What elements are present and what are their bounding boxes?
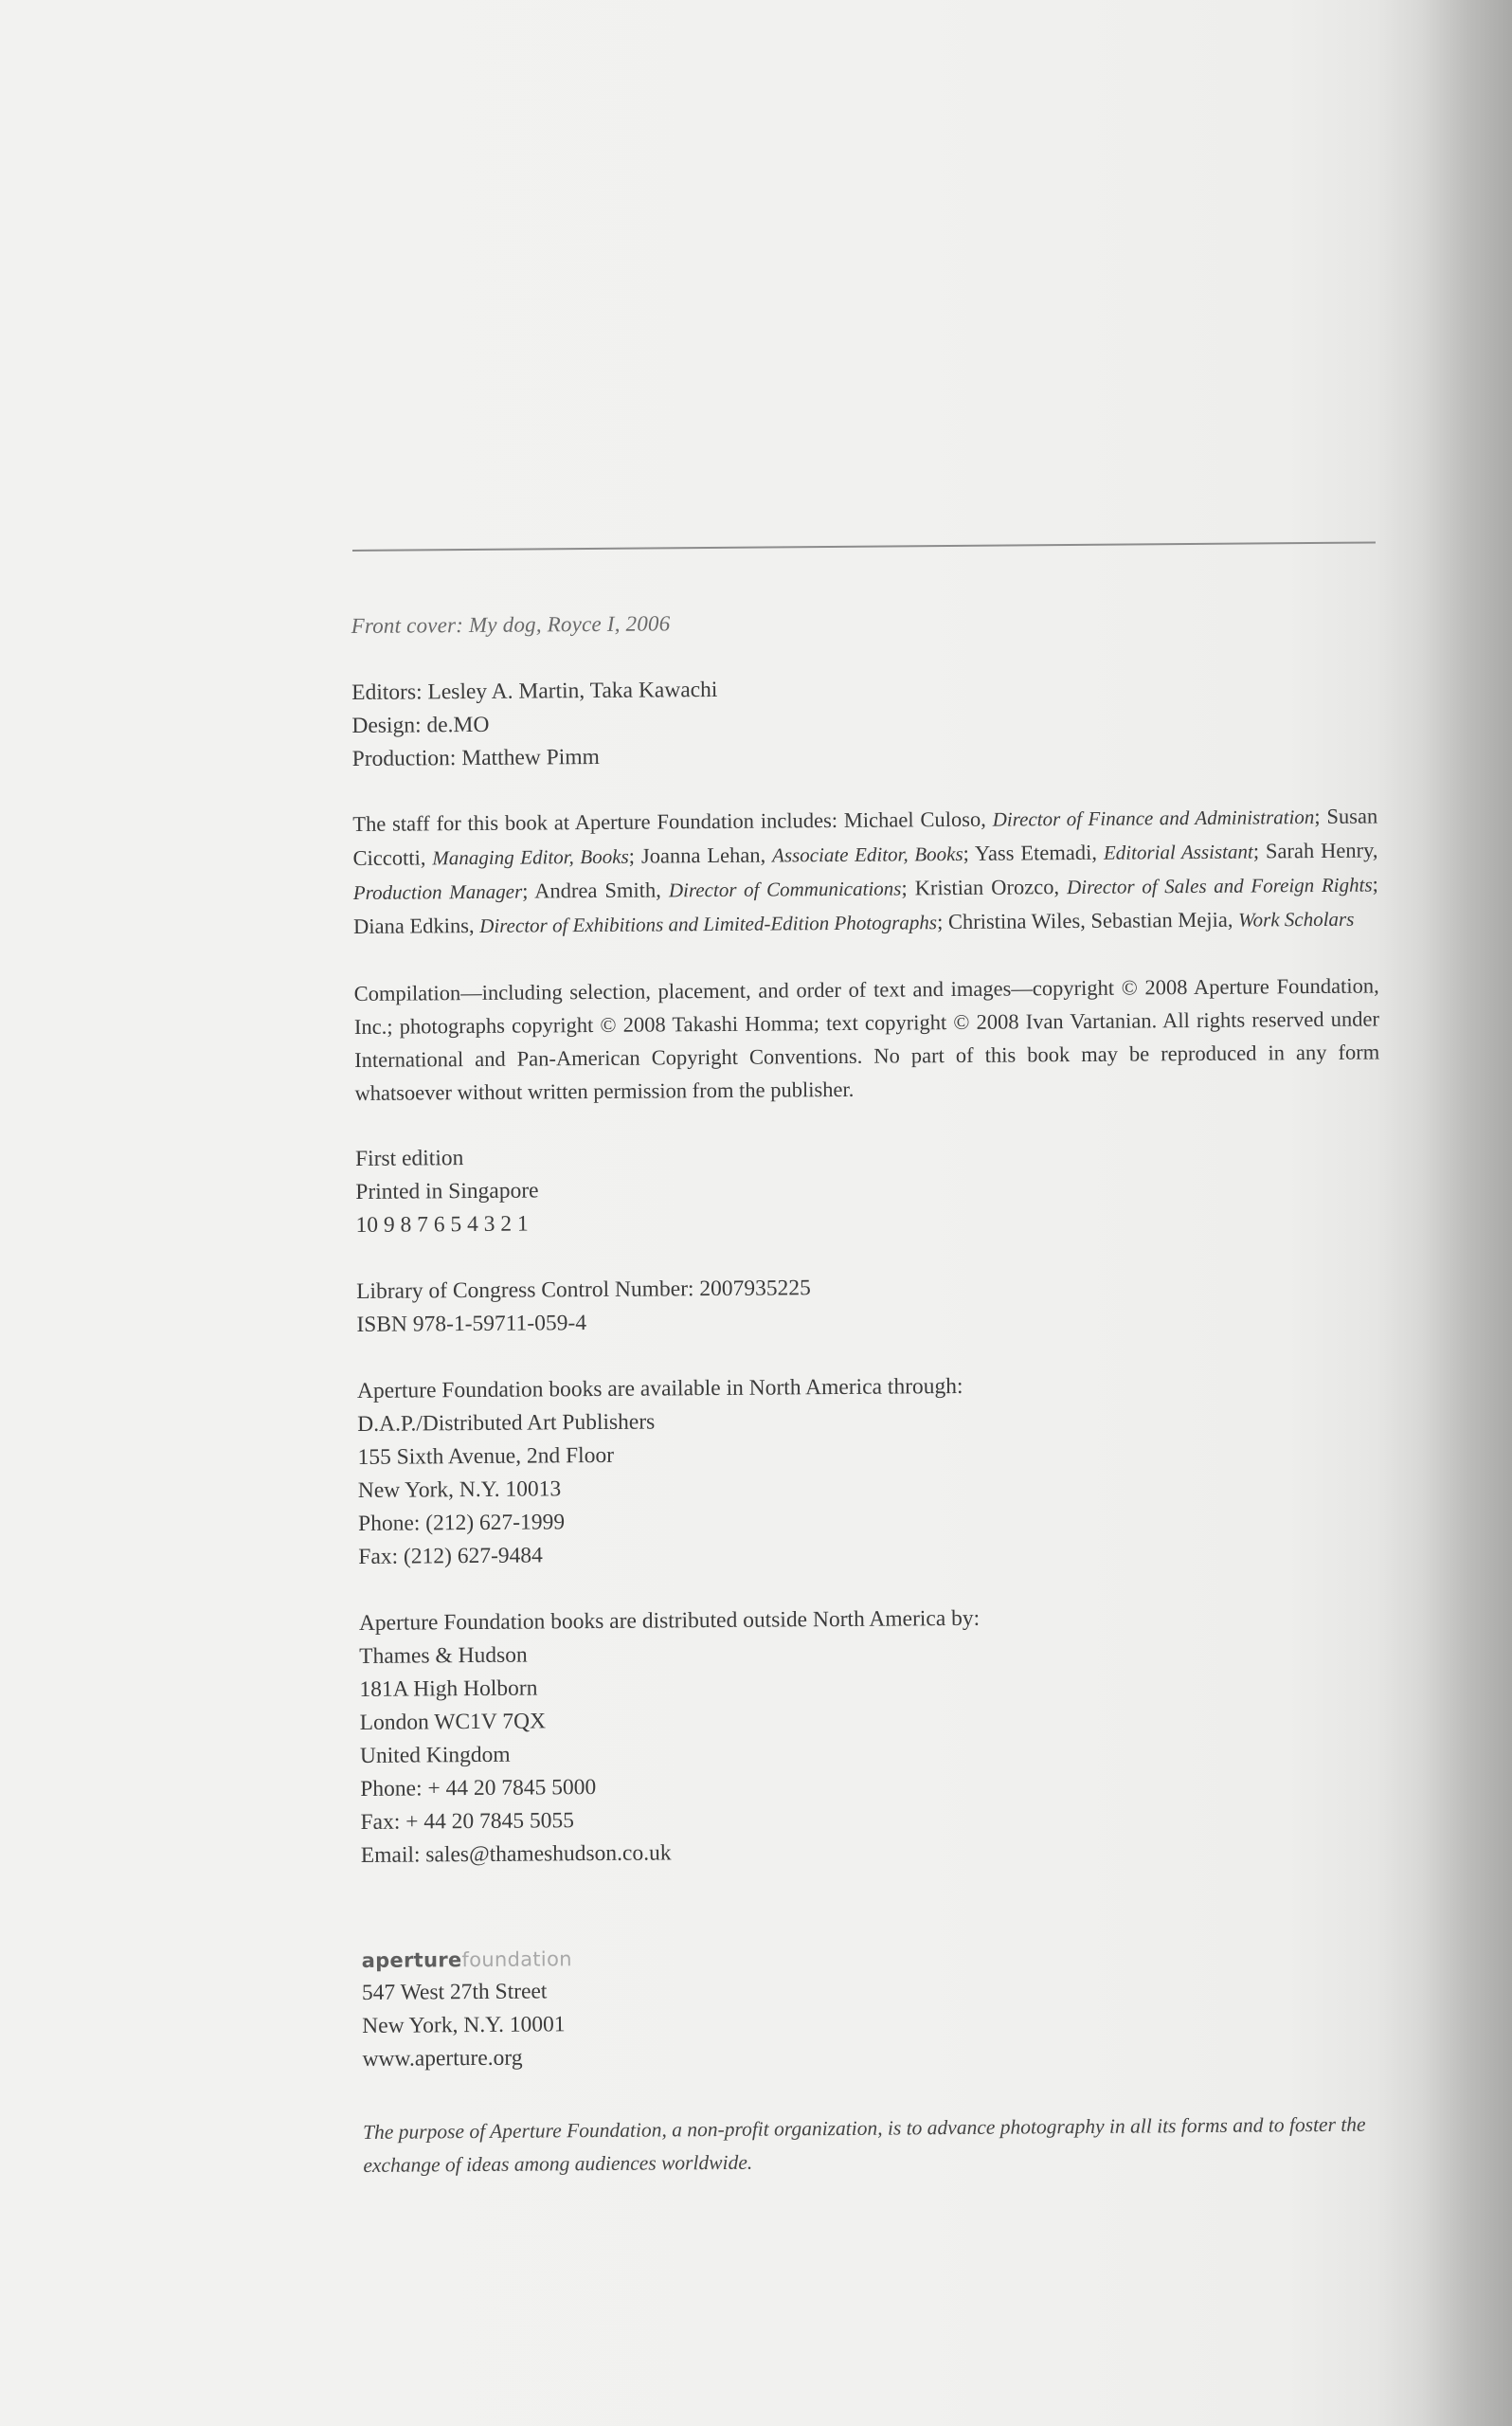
staff-name: Andrea Smith, [534, 878, 669, 903]
copyright-paragraph: Compilation—including selection, placement, and order of text and images—copyright © 2008 Aperture Foundation, Inc.; photographs copyright © 2008 Takashi Homma; text copyright © 2008 Ivan Vartanian. All rights reserved under International and Pan-American Copyright Conventions. No part of this book may be reproduced in any form whatsoever without written permission from the publisher. [353, 973, 1380, 1105]
aperture-website: www.aperture.org [362, 2045, 523, 2072]
purpose-statement: The purpose of Aperture Foundation, a non-profit organization, is to advance photography in all its forms and to foster the exchange of ideas among audiences worldwide. [363, 2112, 1366, 2177]
staff-separator: ; [1314, 804, 1327, 829]
staff-intro: The staff for this book at Aperture Foundation includes: [352, 807, 844, 836]
edition-block [355, 1134, 1389, 1242]
staff-name: Kristian Orozco, [914, 875, 1068, 900]
distributor-email: Email: sales@thameshudson.co.uk [360, 1840, 672, 1868]
staff-role: Director of Exhibitions and Limited-Edition Photographs [479, 911, 938, 937]
production-line: Production: Matthew Pimm [351, 744, 600, 771]
front-cover-caption: Front cover: My dog, Royce I, 2006 [351, 611, 671, 638]
distributor-name: Thames & Hudson [359, 1642, 528, 1669]
staff-name: Christina Wiles, Sebastian Mejia, [947, 907, 1239, 934]
library-block [356, 1267, 1390, 1342]
distribution-heading: Aperture Foundation books are available in North America through: [356, 1373, 963, 1403]
north-america-distribution [357, 1367, 1392, 1574]
staff-name: Susan Ciccotti, [352, 804, 1378, 870]
design-line: Design: de.MO [351, 712, 490, 738]
staff-role: Managing Editor, Books [432, 844, 629, 870]
logo-foundation: foundation [461, 1947, 572, 1972]
staff-name: Diana Edkins, [353, 913, 480, 938]
distributor-street: 181A High Holborn [359, 1675, 538, 1702]
staff-separator: ; [963, 841, 976, 865]
aperture-street: 547 West 27th Street [361, 1979, 548, 2005]
colophon [351, 541, 1395, 2182]
staff-name: Joanna Lehan, [640, 842, 773, 868]
staff-role: Associate Editor, Books [771, 842, 963, 867]
printing-numbers: 10 9 8 7 6 5 4 3 2 1 [355, 1211, 529, 1238]
staff-separator: ; [522, 878, 535, 903]
outside-distribution [359, 1599, 1394, 1873]
distributor-city: New York, N.Y. 10013 [357, 1476, 562, 1503]
distributor-fax: Fax: + 44 20 7845 5055 [360, 1808, 575, 1835]
distribution-heading: Aperture Foundation books are distributed outside North America by: [358, 1605, 981, 1636]
distributor-street: 155 Sixth Avenue, 2nd Floor [357, 1442, 615, 1470]
divider-rule [352, 542, 1376, 552]
logo-aperture: aperture [361, 1948, 462, 1972]
staff-role: Director of Communications [668, 877, 902, 902]
staff-paragraph [352, 799, 1378, 943]
staff-name: Michael Culoso, [843, 806, 993, 832]
distributor-phone: Phone: + 44 20 7845 5000 [360, 1775, 597, 1801]
staff-name: Sarah Henry, [1265, 838, 1378, 863]
printed-line: Printed in Singapore [355, 1178, 539, 1204]
staff-name: Yass Etemadi, [974, 840, 1104, 865]
aperture-address [362, 1968, 1395, 2076]
staff-role: Director of Sales and Foreign Rights [1066, 873, 1373, 899]
staff-separator: ; [901, 876, 915, 900]
distributor-name: D.A.P./Distributed Art Publishers [357, 1409, 656, 1437]
distributor-phone: Phone: (212) 627-1999 [357, 1510, 566, 1536]
distributor-country: United Kingdom [359, 1742, 511, 1768]
staff-role: Work Scholars [1237, 907, 1355, 932]
edition-line: First edition [354, 1146, 464, 1171]
staff-role: Editorial Assistant [1103, 840, 1253, 864]
distributor-city: London WC1V 7QX [359, 1709, 547, 1735]
isbn-line: ISBN 978-1-59711-059-4 [356, 1311, 587, 1337]
editors-line: Editors: Lesley A. Martin, Taka Kawachi [351, 677, 718, 705]
staff-separator: ; [936, 910, 948, 934]
aperture-city: New York, N.Y. 10001 [362, 2012, 566, 2038]
distributor-fax: Fax: (212) 627-9484 [358, 1543, 543, 1569]
credits-block [351, 668, 1385, 776]
staff-separator: ; [1252, 839, 1267, 863]
staff-role: Production Manager [352, 879, 523, 904]
staff-role: Director of Finance and Administration [992, 806, 1315, 831]
lccn-line: Library of Congress Control Number: 2007935225 [356, 1276, 811, 1304]
staff-separator: ; [1372, 872, 1378, 896]
staff-separator: ; [628, 843, 641, 868]
